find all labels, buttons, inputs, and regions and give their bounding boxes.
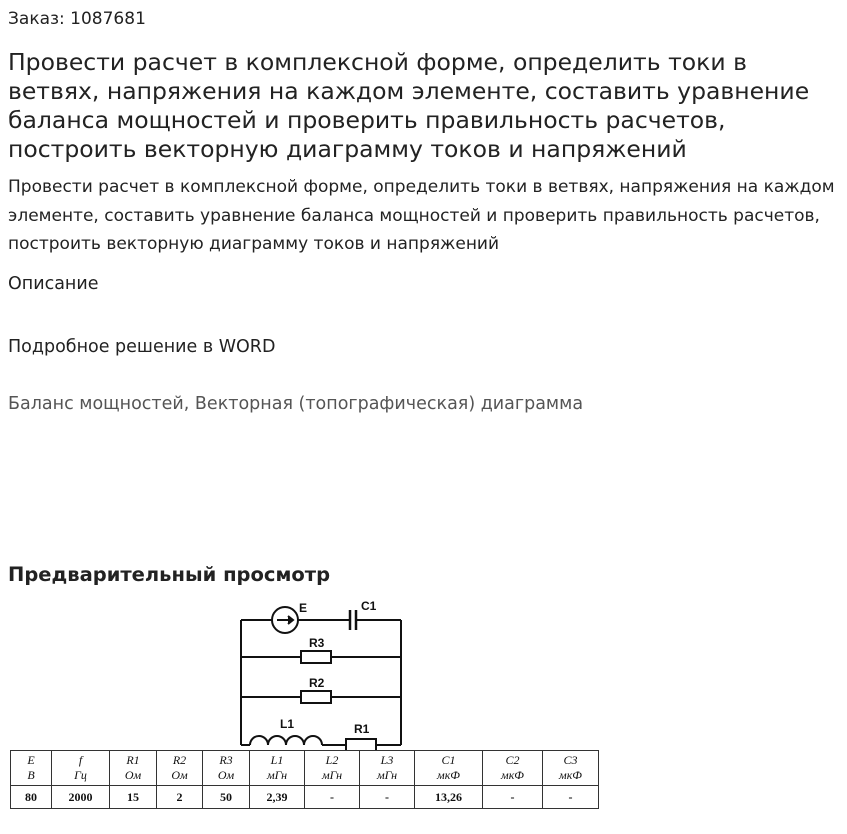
label-r2: R2 [309,676,325,690]
preview-heading: Предварительный просмотр [8,563,331,586]
table-cell: 15 [110,786,157,809]
table-cell: 2 [157,786,203,809]
table-cell: 2000 [52,786,110,809]
inductor-l1 [250,736,322,745]
table-cell: 80 [11,786,52,809]
table-cell: 50 [203,786,250,809]
description-label: Описание [8,274,99,294]
label-c1: C1 [361,599,377,613]
table-header-cell: R2 Ом [157,751,203,786]
parameters-table [10,750,599,809]
page-title: Провести расчет в комплексной форме, определить токи в ветвях, напряжения на каждом элементе, составить уравнение баланса мощностей и проверить правильность расчетов, построить векторную диаграмму токов и напряжений [8,48,810,163]
label-r1: R1 [354,722,370,736]
table-header-cell: E В [11,751,52,786]
table-header-cell: L2 мГн [305,751,360,786]
table-cell: 13,26 [415,786,483,809]
task-description: Провести расчет в комплексной форме, определить токи в ветвях, напряжения на каждом элементе, составить уравнение баланса мощностей и проверить правильность расчетов, построить векторную диаграмму токов и напряжений [8,177,835,254]
order-number: Заказ: 1087681 [8,9,146,29]
table-cell: - [483,786,543,809]
resistor-r2 [301,691,331,703]
tag-list [8,394,583,414]
tag-link-vector-diagram[interactable]: Векторная (топографическая) диаграмма [194,394,584,414]
table-header-cell: L3 мГн [360,751,415,786]
table-cell: - [305,786,360,809]
table-cell: - [360,786,415,809]
label-r3: R3 [309,636,325,650]
table-header-row [11,751,599,786]
resistor-r3 [301,651,331,663]
tag-separator: , [183,394,190,414]
table-header-cell: C3 мкФ [543,751,599,786]
table-header-cell: R3 Ом [203,751,250,786]
table-cell: 2,39 [250,786,305,809]
table-header-cell: R1 Ом [110,751,157,786]
table-row [11,786,599,809]
tag-link-power-balance[interactable]: Баланс мощностей [8,394,184,414]
table-cell: - [543,786,599,809]
label-l1: L1 [280,717,295,731]
table-header-cell: L1 мГн [250,751,305,786]
table-header-cell: C1 мкФ [415,751,483,786]
solution-format: Подробное решение в WORD [8,337,276,357]
label-e: E [299,601,308,615]
table-header-cell: f Гц [52,751,110,786]
table-header-cell: C2 мкФ [483,751,543,786]
